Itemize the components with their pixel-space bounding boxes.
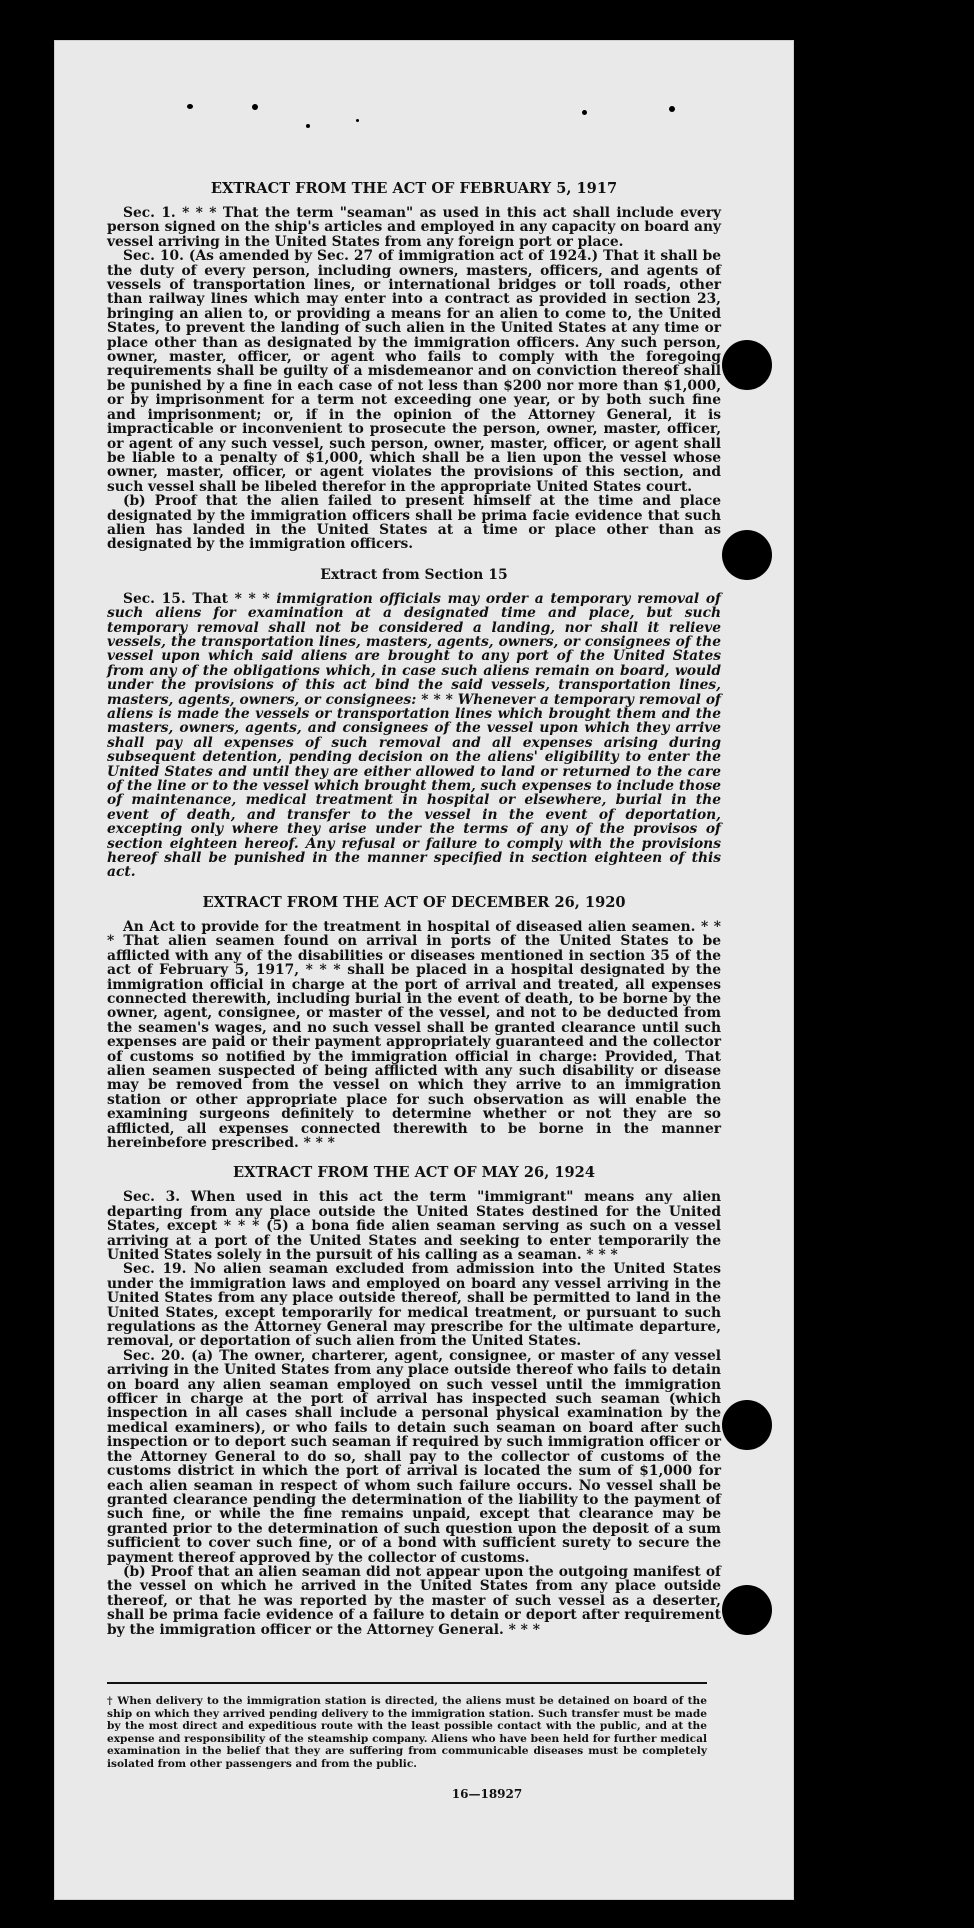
footnote: † When delivery to the immigration station is directed, the aliens must be detained on board of the ship on which they arrived pending delivery to the immigration station. Such transfer must be made by the most direct and expeditious route with the least possible contact with the public, and at the expense and responsibility of the steamship company. Aliens who have been held for further medical examination in the belief that they are suffering from communicable diseases must be completely isolated from other passengers and from the public. [107,1695,707,1770]
paragraph-sec-10b: (b) Proof that the alien failed to present himself at the time and place designated by the immigration officers shall be prima facie evidence that such alien has landed in the United States at a time or place other than as designated by the immigration officers. [107,493,721,553]
footnote-divider [107,1682,707,1684]
paragraph-sec-19: Sec. 19. No alien seaman excluded from admission into the United States under the immigration laws and employed on board any vessel arriving in the United States from any place outside thereof, shall be permitted to land in the United States, except temporarily for medical treatment, or pursuant to such regulations as the Attorney General may prescribe for the ultimate departure, removal, or deportation of such alien from the United States. [107,1261,721,1350]
speck [187,104,193,109]
speck [582,110,587,115]
speck [306,124,310,128]
paragraph-sec-3: Sec. 3. When used in this act the term "immigrant" means any alien departing from any place outside the United States destined for the United States, except * * * (5) a bona fide alien seaman serving as such on a vessel arriving at a port of the United States and seeking to enter temporarily the United States solely in the pursuit of his calling as a seaman. * * * [107,1189,721,1263]
paragraph-sec-20b: (b) Proof that an alien seaman did not appear upon the outgoing manifest of the vessel on which he arrived in the United States from any place outside thereof, or that he was reported by the master of such vessel as a deserter, shall be prima facie evidence of a failure to detain or deport after requirement by the immigration officer or the Attorney General. * * * [107,1563,721,1638]
speck [252,104,258,110]
punch-hole [722,340,772,390]
punch-hole [722,1400,772,1450]
paragraph-sec-15 [107,592,721,880]
paragraph-sec-20a: Sec. 20. (a) The owner, charterer, agent, consignee, or master of any vessel arriving in the United States from any place outside thereof who fails to detain on board any alien seaman employed on such vessel until the immigration officer in charge at the port of arrival has inspected such seaman (which inspection in all cases shall include a personal physical examination by the medical examiners), or who fails to detain such seaman on board after such inspection or to deport such seaman if required by such immigration officer or the Attorney General to do so, shall pay to the collector of customs of the customs district in which the port of arrival is located the sum of $1,000 for each alien seaman in respect of whom such failure occurs. No vessel shall be granted clearance pending the determination of the liability to the payment of such fine, or while the fine remains unpaid, except that clearance may be granted prior to the determination of such question upon the deposit of a sum sufficient to cover such fine, or of a bond with sufficient surety to secure the payment thereof approved by the collector of customs. [107,1347,721,1566]
heading-act-1917: EXTRACT FROM THE ACT OF FEBRUARY 5, 1917 [210,180,618,197]
speck [356,119,359,122]
speck [669,106,675,112]
paragraph-act-1920: An Act to provide for the treatment in hospital of diseased alien seamen. * * * That alien seamen found on arrival in ports of the United States to be afflicted with any of the disabilities or diseases mentioned in section 35 of the act of February 5, 1917, * * * shall be placed in a hospital designated by the immigration official in charge at the port of arrival and treated, all expenses connected therewith, including burial in the event of death, to be borne by the owner, agent, consignee, or master of the vessel, and not to be deducted from the seamen's wages, and no such vessel shall be granted clearance until such expenses are paid or their payment appropriately guaranteed and the collector of customs so notified by the immigration official in charge: Provided, That alien seamen suspected of being afflicted with any such disability or disease may be removed from the vessel on which they arrive to an immigration station or other appropriate place for such observation as will enable the examining surgeons definitely to determine whether or not they are so afflicted, all expenses connected therewith to be borne in the manner hereinbefore prescribed. * * * [107,918,721,1151]
sec-15-lead: Sec. 15. That * * * [123,590,270,607]
form-code: 16—18927 [451,1787,523,1801]
paragraph-sec-1: Sec. 1. * * * That the term "seaman" as used in this act shall include every person signed on the ship's articles and employed in any capacity on board any vessel arriving in the United States from any foreign port or place. [107,205,721,250]
punch-hole [722,1585,772,1635]
document-body [107,180,721,1637]
sec-15-text: immigration officials may order a temporary removal of such aliens for examination at a designated time and place, but such temporary removal shall not be considered a landing, nor shall it relieve vessels, the transportation lines, masters, agents, owners, or consignees of the vessel upon which said aliens are brought to any port of the United States from any of the obligations which, in case such aliens remain on board, would under the provisions of this act bind the said vessels, transportation lines, masters, agents, owners, or consignees: * * * Whenever a temporary removal of aliens is made the vessels or transportation lines which brought them and the masters, owners, agents, and consignees of the vessel upon which they arrive shall pay all expenses of such removal and all expenses arising during subsequent detention, pending decision on the aliens' eligibility to enter the United States and until they are either allowed to land or returned to the care of the line or to the vessel which brought them, such expenses to include those of maintenance, medical treatment in hospital or elsewhere, burial in the event of death, and transfer to the vessel in the event of deportation, excepting only where they arise under the terms of any of the provisos of section eighteen hereof. Any refusal or failure to comply with the provisions hereof shall be punished in the manner specified in section eighteen of this act. [107,590,721,881]
heading-section-15: Extract from Section 15 [320,566,508,583]
heading-act-1920: EXTRACT FROM THE ACT OF DECEMBER 26, 1920 [202,893,626,911]
paragraph-sec-10: Sec. 10. (As amended by Sec. 27 of immigration act of 1924.) That it shall be the duty of every person, including owners, masters, officers, and agents of vessels of transportation lines, or international bridges or toll roads, other than railway lines which may enter into a contract as provided in section 23, bringing an alien to, or providing a means for an alien to come to, the United States, to prevent the landing of such alien in the United States at any time or place other than as designated by the immigration officers. Any such person, owner, master, officer, or agent who fails to comply with the foregoing requirements shall be guilty of a misdemeanor and on conviction thereof shall be punished by a fine in each case of not less than $200 nor more than $1,000, or by imprisonment for a term not exceeding one year, or by both such fine and imprisonment; or, if in the opinion of the Attorney General, it is impracticable or inconvenient to prosecute the person, owner, master, officer, or agent of any such vessel, such person, owner, master, officer, or agent shall be liable to a penalty of $1,000, which shall be a lien upon the vessel whose owner, master, officer, or agent violates the provisions of this section, and such vessel shall be libeled therefor in the appropriate United States court. [107,248,721,495]
heading-act-1924: EXTRACT FROM THE ACT OF MAY 26, 1924 [233,1164,595,1182]
punch-hole [722,530,772,580]
